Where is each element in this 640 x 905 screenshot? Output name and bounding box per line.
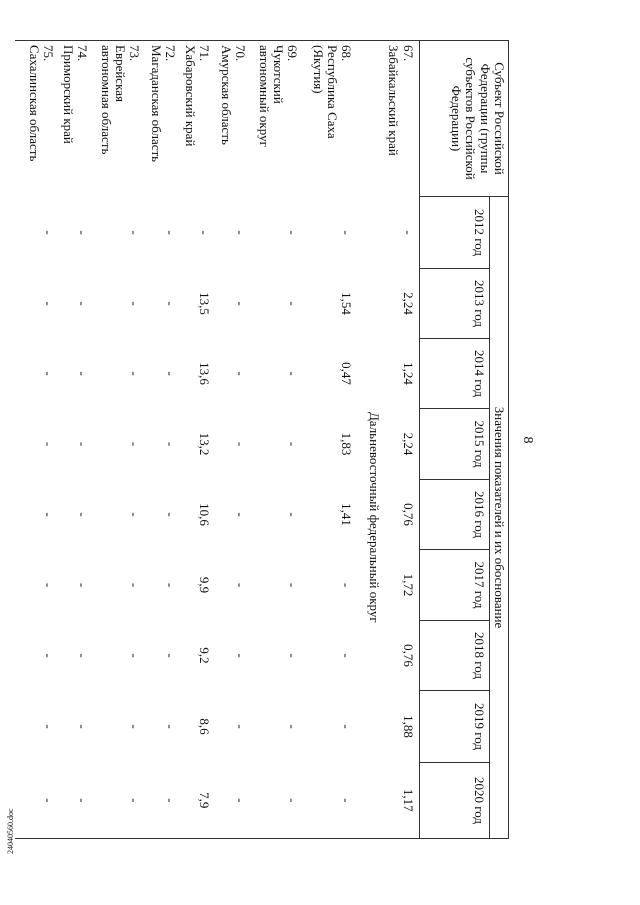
row-number: 75. bbox=[41, 45, 57, 62]
row-number: 69. bbox=[285, 45, 301, 62]
subject-name: Хабаровский край bbox=[182, 45, 198, 147]
year-header-2015: 2015 год bbox=[419, 409, 489, 480]
value-cell: - bbox=[285, 653, 301, 658]
value-cell: - bbox=[285, 582, 301, 588]
subject-name: Чукотский автономный округ bbox=[256, 45, 286, 147]
value-cell: - bbox=[41, 582, 57, 588]
subject-cell bbox=[15, 41, 59, 197]
value-cell: - bbox=[163, 441, 179, 447]
value-cell: - bbox=[75, 582, 91, 588]
value-cell: - bbox=[339, 653, 355, 658]
value-cell: - bbox=[233, 441, 249, 447]
value-cell: - bbox=[339, 582, 355, 588]
value-cell: - bbox=[93, 763, 145, 839]
value-cell: - bbox=[127, 301, 143, 306]
subject-name: Сахалинская область bbox=[26, 45, 42, 162]
subject-name: Еврейская автономная область bbox=[98, 45, 128, 155]
value-cell: - bbox=[285, 724, 301, 729]
value-cell: - bbox=[285, 230, 301, 235]
value-cell: 0,47 bbox=[339, 362, 355, 385]
value-cell: - bbox=[75, 371, 91, 376]
value-cell: 1,83 bbox=[339, 432, 355, 456]
value-cell: - bbox=[41, 512, 57, 517]
row-number: 68. bbox=[339, 45, 355, 62]
value-cell: - bbox=[233, 653, 249, 658]
table-row bbox=[385, 41, 419, 839]
value-cell: 13,2 bbox=[197, 432, 213, 456]
value-cell: - bbox=[41, 371, 57, 376]
value-cell: - bbox=[127, 653, 143, 658]
value-cell: - bbox=[41, 653, 57, 658]
value-cell: - bbox=[145, 763, 181, 839]
subject-name: Приморский край bbox=[60, 45, 76, 144]
value-cell: - bbox=[163, 724, 179, 729]
document-filename: 24040560.doc bbox=[6, 808, 15, 854]
value-cell: 2,24 bbox=[400, 292, 416, 315]
year-header-2020: 2020 год bbox=[419, 763, 489, 839]
value-cell: - bbox=[41, 301, 57, 306]
table-row bbox=[145, 41, 181, 839]
value-cell: - bbox=[15, 763, 59, 839]
value-cell: 0,76 bbox=[400, 503, 416, 526]
value-cell: - bbox=[163, 653, 179, 658]
table-row bbox=[59, 41, 93, 839]
value-cell: 1,88 bbox=[400, 715, 416, 738]
table-row bbox=[15, 41, 59, 839]
value-cell: 0,76 bbox=[400, 644, 416, 667]
value-cell: - bbox=[75, 301, 91, 306]
subject-cell bbox=[181, 41, 215, 197]
rotated-page bbox=[0, 40, 555, 840]
value-cell: - bbox=[233, 512, 249, 517]
value-cell: - bbox=[75, 441, 91, 447]
table-row bbox=[303, 41, 357, 839]
subject-cell bbox=[303, 41, 357, 197]
value-cell: - bbox=[339, 230, 355, 235]
value-cell: - bbox=[303, 763, 357, 839]
row-number: 74. bbox=[75, 45, 91, 62]
value-cell: - bbox=[41, 230, 57, 235]
row-number: 73. bbox=[127, 45, 143, 62]
value-cell: - bbox=[163, 512, 179, 517]
year-header-2016: 2016 год bbox=[419, 480, 489, 550]
value-cell: - bbox=[285, 441, 301, 447]
row-number: 72. bbox=[163, 45, 179, 62]
value-cell: 10,6 bbox=[197, 503, 213, 526]
value-cell: - bbox=[215, 763, 251, 839]
table-row bbox=[251, 41, 303, 839]
region-row bbox=[357, 41, 385, 839]
subject-name: Республика Саха (Якутия) bbox=[310, 45, 340, 139]
row-number: 70. bbox=[233, 45, 249, 62]
value-cell: 1,24 bbox=[400, 362, 416, 385]
value-cell: 9,9 bbox=[197, 576, 213, 594]
subject-cell bbox=[59, 41, 93, 197]
value-cell: - bbox=[41, 441, 57, 447]
value-cell: - bbox=[233, 724, 249, 729]
subject-name: Магаданская область bbox=[148, 45, 164, 163]
value-cell: - bbox=[75, 724, 91, 729]
subject-name: Забайкальский край bbox=[386, 45, 402, 156]
value-cell: - bbox=[75, 230, 91, 235]
value-cell: - bbox=[197, 230, 213, 235]
year-header-2012: 2012 год bbox=[419, 197, 489, 269]
value-cell: 13,6 bbox=[197, 362, 213, 385]
indicators-table bbox=[15, 40, 509, 839]
subject-cell bbox=[385, 41, 419, 197]
year-header-2013: 2013 год bbox=[419, 269, 489, 339]
value-cell: 8,6 bbox=[197, 718, 213, 735]
value-cell: - bbox=[285, 301, 301, 306]
value-cell: - bbox=[75, 512, 91, 517]
value-cell: 1,54 bbox=[339, 292, 355, 315]
subject-cell bbox=[251, 41, 303, 197]
table-row bbox=[215, 41, 251, 839]
year-header-2019: 2019 год bbox=[419, 691, 489, 763]
value-cell: - bbox=[127, 512, 143, 517]
value-cell: - bbox=[233, 371, 249, 376]
page-number: 8 bbox=[520, 436, 535, 444]
value-cell: - bbox=[163, 371, 179, 376]
value-cell: 1,41 bbox=[339, 503, 355, 526]
values-group-header: Значения показателей и их обоснование bbox=[489, 197, 508, 839]
value-cell: - bbox=[163, 582, 179, 588]
value-cell: 2,24 bbox=[400, 432, 416, 456]
year-header-2014: 2014 год bbox=[419, 339, 489, 409]
region-title: Дальневосточный федеральный округ bbox=[357, 197, 385, 839]
value-cell: - bbox=[127, 582, 143, 588]
value-cell: - bbox=[285, 512, 301, 517]
value-cell: - bbox=[41, 724, 57, 729]
row-number: 71. bbox=[197, 45, 213, 62]
value-cell: - bbox=[59, 763, 93, 839]
value-cell: 13,5 bbox=[197, 292, 213, 315]
value-cell: - bbox=[233, 582, 249, 588]
value-cell: - bbox=[127, 230, 143, 235]
value-cell: 7,9 bbox=[181, 763, 215, 839]
value-cell: - bbox=[400, 230, 416, 235]
value-cell: - bbox=[127, 441, 143, 447]
subject-name: Амурская область bbox=[218, 45, 234, 145]
value-cell: - bbox=[251, 763, 303, 839]
subject-cell bbox=[93, 41, 145, 197]
value-cell: - bbox=[127, 724, 143, 729]
value-cell: - bbox=[163, 301, 179, 306]
row-number: 67. bbox=[400, 45, 416, 62]
subject-cell bbox=[145, 41, 181, 197]
value-cell: - bbox=[163, 230, 179, 235]
value-cell: 1,72 bbox=[400, 573, 416, 597]
value-cell: - bbox=[127, 371, 143, 376]
value-cell: 1,17 bbox=[385, 763, 419, 839]
table-row bbox=[93, 41, 145, 839]
year-header-2018: 2018 год bbox=[419, 621, 489, 691]
subject-cell bbox=[215, 41, 251, 197]
value-cell: - bbox=[285, 371, 301, 376]
table-row bbox=[181, 41, 215, 839]
year-header-2017: 2017 год bbox=[419, 550, 489, 621]
value-cell: - bbox=[75, 653, 91, 658]
value-cell: - bbox=[233, 230, 249, 235]
value-cell: 9,2 bbox=[197, 647, 213, 664]
subject-column-header: Субъект Российской Федерации (группы субъектов Российской Федерации) bbox=[419, 41, 508, 197]
value-cell: - bbox=[233, 301, 249, 306]
value-cell: - bbox=[339, 724, 355, 729]
